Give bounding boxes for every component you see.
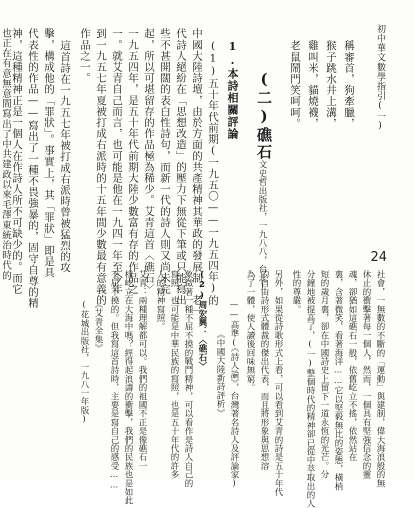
commentary-right2-1: 另外，如果從詩歌形式上看，可以看到艾青的詩是五十年代 <box>273 270 283 497</box>
commentary-line-6: 一九五四年，是五十年代前期大陸少數富有存的作品之 <box>127 28 139 295</box>
commentary-line-7: 一。就艾青自己而言，也可能是他在一九四一年至今年 <box>111 28 123 295</box>
commentary-right-1: 社會，一無數的不斷的「運動」與建制，偉大海浪般的無 <box>375 270 385 488</box>
commentary-right-4: 裏，含著微笑，看著海洋……它以堅毅無比的姿態，橫梢 <box>333 270 343 491</box>
commentary-3-line-3: 人的精神寫照。 <box>155 270 165 331</box>
poem-line-2: 猴子跳水井上溝， <box>325 40 337 129</box>
commentary-line-4: 些不甚開闊的表白性詩句，而新一代的詩人則又尚未完 <box>159 28 171 295</box>
commentary-right-6: 分鐘地被提高了，(一)整個時代的精神卻已從中萃取出的人 <box>305 270 315 508</box>
commentary-2-line-2: 擊，構成他的「罪狀」。事實上，其「罪狀」即是具 <box>43 28 55 279</box>
running-title: 初中華文數學指引(一) <box>375 24 385 132</box>
commentary-4-line-2: 樣屹立在大海中嗎？經得起浪濤的衝擊，我們的民族也是如此 <box>123 270 133 505</box>
poem-line-3: 雞叫米，貓燒襪， <box>307 40 319 129</box>
attribution-1: ——高準(《詩人論》，台灣著名詩人及評論家) <box>229 300 239 489</box>
section-author: (文史哲出版社，一九八八，台北) <box>257 150 267 293</box>
commentary-right-5: 短的歲月裏，卻在中國詩史上留下一道永恆的光芒。分 <box>319 270 329 479</box>
page-number: 24 <box>370 250 387 265</box>
commentary-3-line-1: 象徵著一種不屈不撓的戰鬥精神，可以看作是詩人自己的 <box>183 270 193 488</box>
commentary-right-7: 性的尊嚴。 <box>291 270 301 314</box>
poem-line-1: 稱審首，狗牽臘， <box>343 40 355 129</box>
commentary-4-line-3: 不屈不撓的。但我寫這首詩時，主要是寫自己的感受…… <box>109 270 119 491</box>
commentary-right2-3: 為了一體，使人讀後回味無窮。 <box>245 270 255 392</box>
commentary-right-3: 魂，卻猶如這礁石一般，依舊屹立不搖，依然站在 <box>347 270 357 462</box>
commentary-line-8: 到一九五七年夏被打成右派時的十五年間少數最有意義的 <box>95 28 107 306</box>
commentary-2-line-5: 也正在有意無意間寫出了中共建政以來毛澤東統治時代的 <box>0 28 11 281</box>
source-1: 《中國大陸新詩評析》 <box>215 330 225 417</box>
commentary-line-2: 中國大陸詩壇，由於方面的共產精神其華政的發展制，老一 <box>191 28 203 317</box>
commentary-line-3: 代詩人絕紛在「思想改造」的壓力下無從下筆或只能寫出 <box>175 28 187 306</box>
commentary-4-line-1: 艾青：兩種理解都可以。我們的祖國不正是像礁石一 <box>137 270 147 471</box>
subsection-heading: 1.本詩相關評論 <box>226 40 239 140</box>
commentary-line-5: 起，所以可堪留存的作品極為稀少。艾青這首〈礁石〉 <box>143 28 155 295</box>
commentary-right-2: 休止的衝擊著每一個人，然而，一個具有堅強信念的靈 <box>361 270 371 479</box>
commentary-line-1: (1)五十年代前期(一九五〇——一九五四年)的 <box>207 40 219 306</box>
commentary-3-line-2: 寫照，也可能是中華民族的寫照，也是五十年代的許多 <box>169 270 179 479</box>
poem-line-4: 老鼠鬧門笑呵呵。 <box>289 40 301 129</box>
commentary-2-line-3: 代表性的作品——寫出了一種不畏強暴的，固守自尊的精 <box>27 28 39 309</box>
source-2: 《艾青全集》 <box>93 300 103 353</box>
section-title: (二)礁石 <box>255 70 273 161</box>
commentary-line-9: 作品之一。 <box>79 28 91 84</box>
publisher-note: (花城出版社，一九八一年版) <box>79 300 89 425</box>
commentary-2-line-1: 這首詩在一九五七年被打成右派時曾被猛烈的攻 <box>59 40 71 274</box>
commentary-2-line-4: 神，這種精神正是一個人在作詩人所不可缺少的。而它 <box>11 28 23 295</box>
commentary-right2-2: 的自由詩形式體裁的傑出代表，而且將形象與思想溶 <box>259 270 269 471</box>
commentary-3-label: (2)周宏興：〈礁石〉 <box>197 270 207 371</box>
